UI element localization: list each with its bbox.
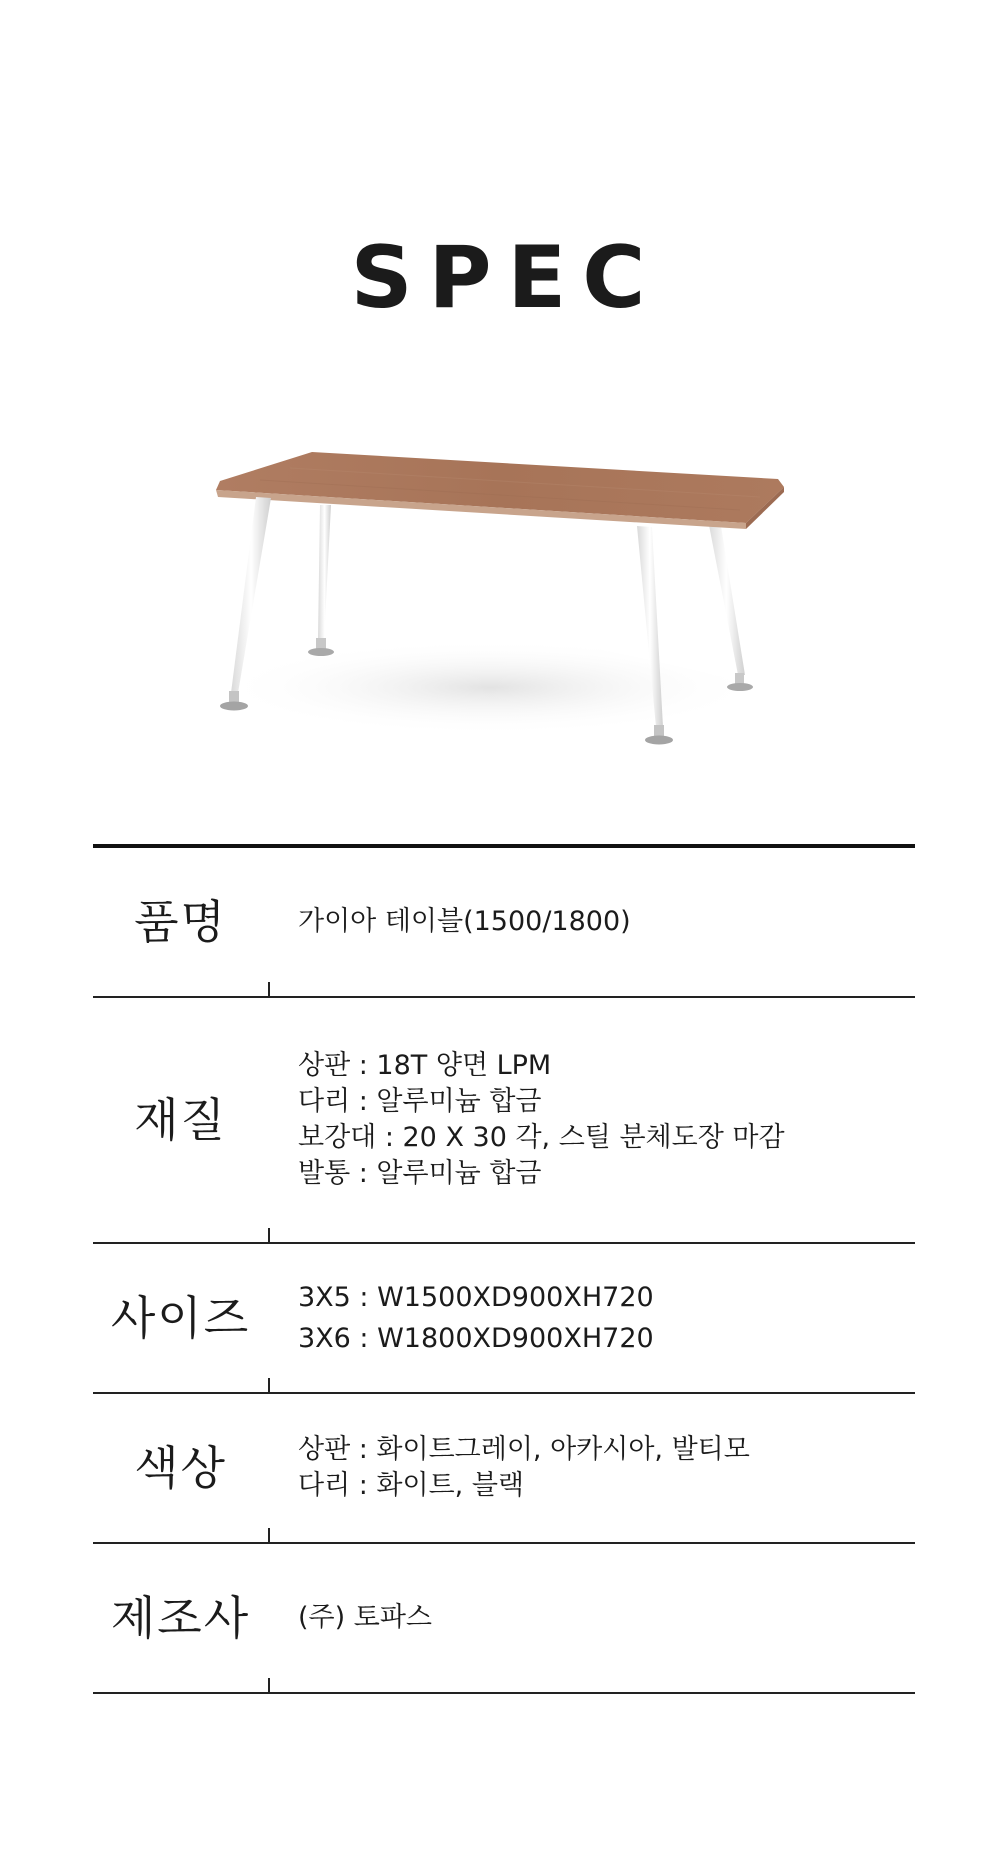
spec-value-line: 다리 : 알루미늄 합금 <box>298 1086 542 1117</box>
spec-value-line: 3X6 : W1800XD900XH720 <box>298 1323 654 1354</box>
spec-label-size: 사이즈 <box>110 1291 251 1345</box>
spec-label-color: 색상 <box>134 1441 227 1495</box>
spec-value-line: 보강대 : 20 X 30 각, 스틸 분체도장 마감 <box>298 1122 785 1153</box>
row-divider-tick <box>268 1378 270 1392</box>
meeting-table-image <box>200 435 800 755</box>
spec-value-material <box>268 1048 785 1192</box>
spec-value-line: (주) 토파스 <box>298 1602 432 1633</box>
spec-value-line: 3X5 : W1500XD900XH720 <box>298 1282 654 1313</box>
spec-value-line: 상판 : 화이트그레이, 아카시아, 발티모 <box>298 1434 750 1465</box>
spec-value-maker <box>268 1600 432 1636</box>
spec-row-material <box>93 998 915 1244</box>
spec-value-line: 다리 : 화이트, 블랙 <box>298 1470 525 1501</box>
spec-row-color <box>93 1394 915 1544</box>
spec-row-name <box>93 848 915 998</box>
row-divider-tick <box>268 1528 270 1542</box>
spec-table <box>93 844 915 1694</box>
spec-value-line: 발통 : 알루미늄 합금 <box>298 1158 542 1189</box>
spec-value-color <box>268 1432 750 1504</box>
row-divider-tick <box>268 1678 270 1692</box>
spec-label-name: 품명 <box>134 895 227 949</box>
spec-row-size <box>93 1244 915 1394</box>
spec-row-maker <box>93 1544 915 1694</box>
row-divider-tick <box>268 982 270 996</box>
spec-value-line: 가이아 테이블(1500/1800) <box>298 906 631 937</box>
spec-label-material: 재질 <box>134 1093 227 1147</box>
spec-label-maker: 제조사 <box>110 1591 251 1645</box>
page-title: SPEC <box>350 228 662 328</box>
spec-value-size <box>268 1277 654 1359</box>
spec-value-line: 상판 : 18T 양면 LPM <box>298 1050 552 1081</box>
spec-value-name <box>268 904 631 940</box>
row-divider-tick <box>268 1228 270 1242</box>
